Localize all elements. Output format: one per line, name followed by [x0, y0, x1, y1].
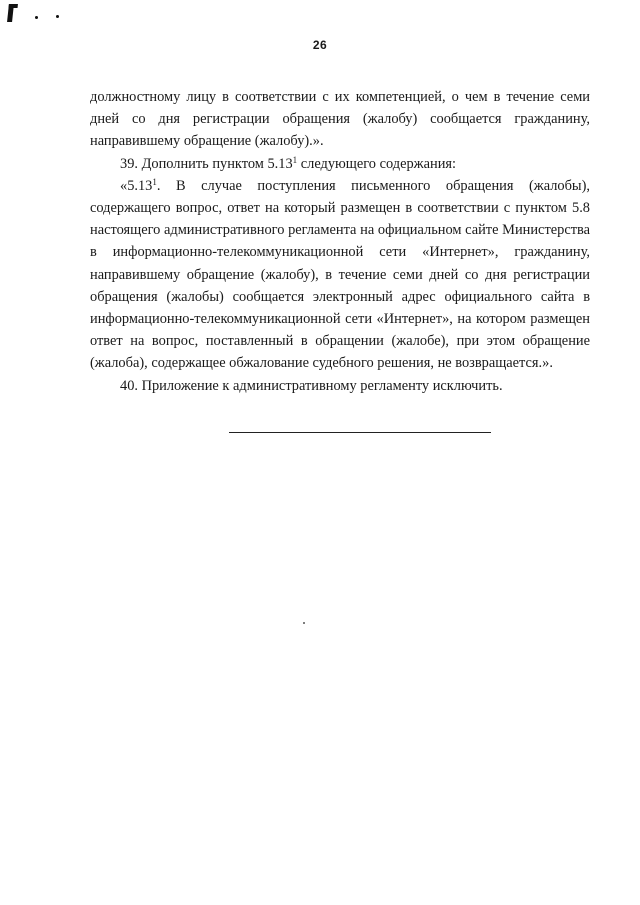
paragraph-item-5-13-1: [90, 175, 590, 375]
paragraph-continuation: должностному лицу в соответствии с их компетенцией, о чем в течение семи дней со дня регистрации обращения (жалобу) сообщается гражданину, направившему обращение (жалобу).».: [90, 89, 590, 150]
superscript-1: 1: [292, 154, 298, 165]
end-divider-line: [229, 432, 491, 433]
item-39-text-start: 39. Дополнить пунктом 5.13: [120, 155, 293, 172]
item-5-13-1-text-end: . В случае поступления письменного обращения (жалобы), содержащего вопрос, ответ на который размещен в соответствии с пунктом 5.8 настоящего административного регламента на официальном сайте Министерства в информационно-телекоммуникационной сети «Интернет», гражданину, направившему обращение (жалобу), в течение семи дней со дня регистрации обращения (жалобы) сообщается электронный адрес официального сайта в информационно-телекоммуникационной сети «Интернет», на котором размещен ответ на вопрос, поставленный в обращении (жалобе), при этом обращение (жалоба), содержащее обжалование судебного решения, не возвращается.».: [90, 177, 590, 372]
scan-dot: [303, 622, 305, 624]
scan-dot: [56, 15, 59, 18]
document-body: [90, 86, 590, 397]
item-39-text-end: следующего содержания:: [297, 155, 457, 172]
scan-corner-mark: [7, 4, 14, 22]
item-5-13-1-text-start: «5.13: [120, 177, 153, 194]
page-number: 26: [312, 38, 328, 52]
scan-dot: [35, 16, 38, 19]
superscript-1: 1: [152, 176, 157, 187]
paragraph-item-39: [90, 153, 590, 175]
paragraph-item-40: 40. Приложение к административному регламенту исключить.: [120, 377, 503, 394]
